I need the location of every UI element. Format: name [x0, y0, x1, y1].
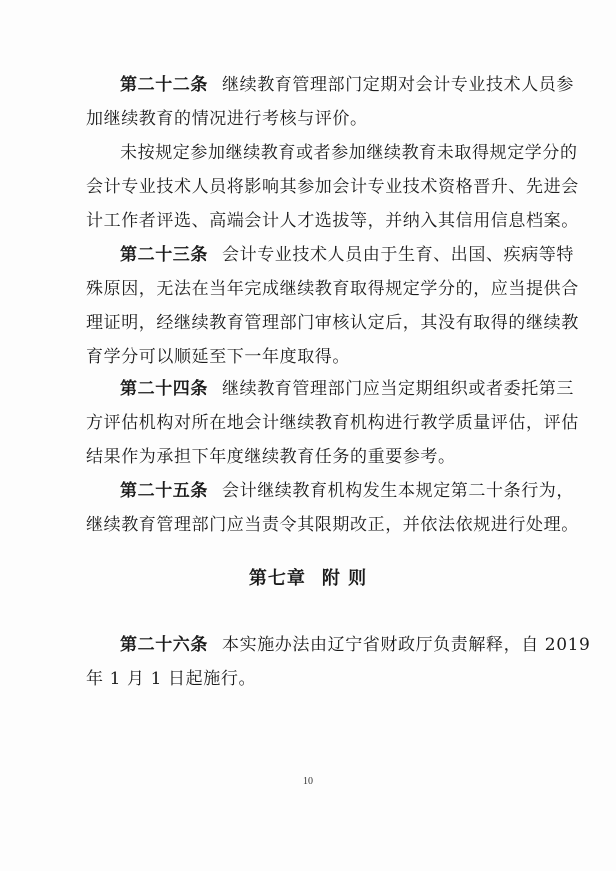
article-label: 第二十六条 — [120, 635, 208, 655]
article-label: 第二十二条 — [120, 75, 208, 95]
chapter-number: 第七章 — [248, 568, 306, 589]
article-text-line: 本实施办法由辽宁省财政厅负责解释，自 2019 — [222, 635, 591, 655]
article-23 — [86, 238, 579, 374]
paragraph-text-line: 未按规定参加继续教育或者参加继续教育未取得规定学分的 — [120, 143, 578, 163]
article-24 — [86, 372, 579, 474]
article-text-line: 继续教育管理部门应当定期组织或者委托第三 — [222, 379, 574, 399]
chapter-heading — [0, 564, 616, 590]
article-text-line: 育学分可以顺延至下一年度取得。 — [86, 347, 350, 367]
article-text-line: 会计继续教育机构发生本规定第二十条行为， — [222, 481, 574, 501]
article-25 — [86, 474, 579, 542]
article-text-line: 理证明，经继续教育管理部门审核认定后，其没有取得的继续教 — [86, 313, 579, 333]
article-26 — [86, 628, 591, 696]
article-text-line: 年 1 月 1 日起施行。 — [86, 669, 257, 689]
article-text-line: 加继续教育的情况进行考核与评价。 — [86, 109, 368, 129]
article-label: 第二十五条 — [120, 481, 208, 501]
paragraph-text-line: 会计专业技术人员将影响其参加会计专业技术资格晋升、先进会 — [86, 177, 579, 197]
article-label: 第二十四条 — [120, 379, 208, 399]
article-22 — [86, 68, 574, 136]
article-label: 第二十三条 — [120, 245, 208, 265]
article-text-line: 会计专业技术人员由于生育、出国、疾病等特 — [222, 245, 574, 265]
article-text-line: 殊原因，无法在当年完成继续教育取得规定学分的，应当提供合 — [86, 279, 579, 299]
page-number: 10 — [303, 776, 313, 787]
article-text-line: 方评估机构对所在地会计继续教育机构进行教学质量评估，评估 — [86, 413, 579, 433]
article-text-line: 继续教育管理部门应当责令其限期改正，并依法依规进行处理。 — [86, 515, 579, 535]
chapter-title: 附 则 — [321, 568, 368, 589]
article-text-line: 继续教育管理部门定期对会计专业技术人员参 — [222, 75, 574, 95]
paragraph-text-line: 计工作者评选、高端会计人才选拔等，并纳入其信用信息档案。 — [86, 211, 579, 231]
paragraph-penalty — [86, 136, 579, 238]
article-text-line: 结果作为承担下年度继续教育任务的重要参考。 — [86, 447, 456, 467]
